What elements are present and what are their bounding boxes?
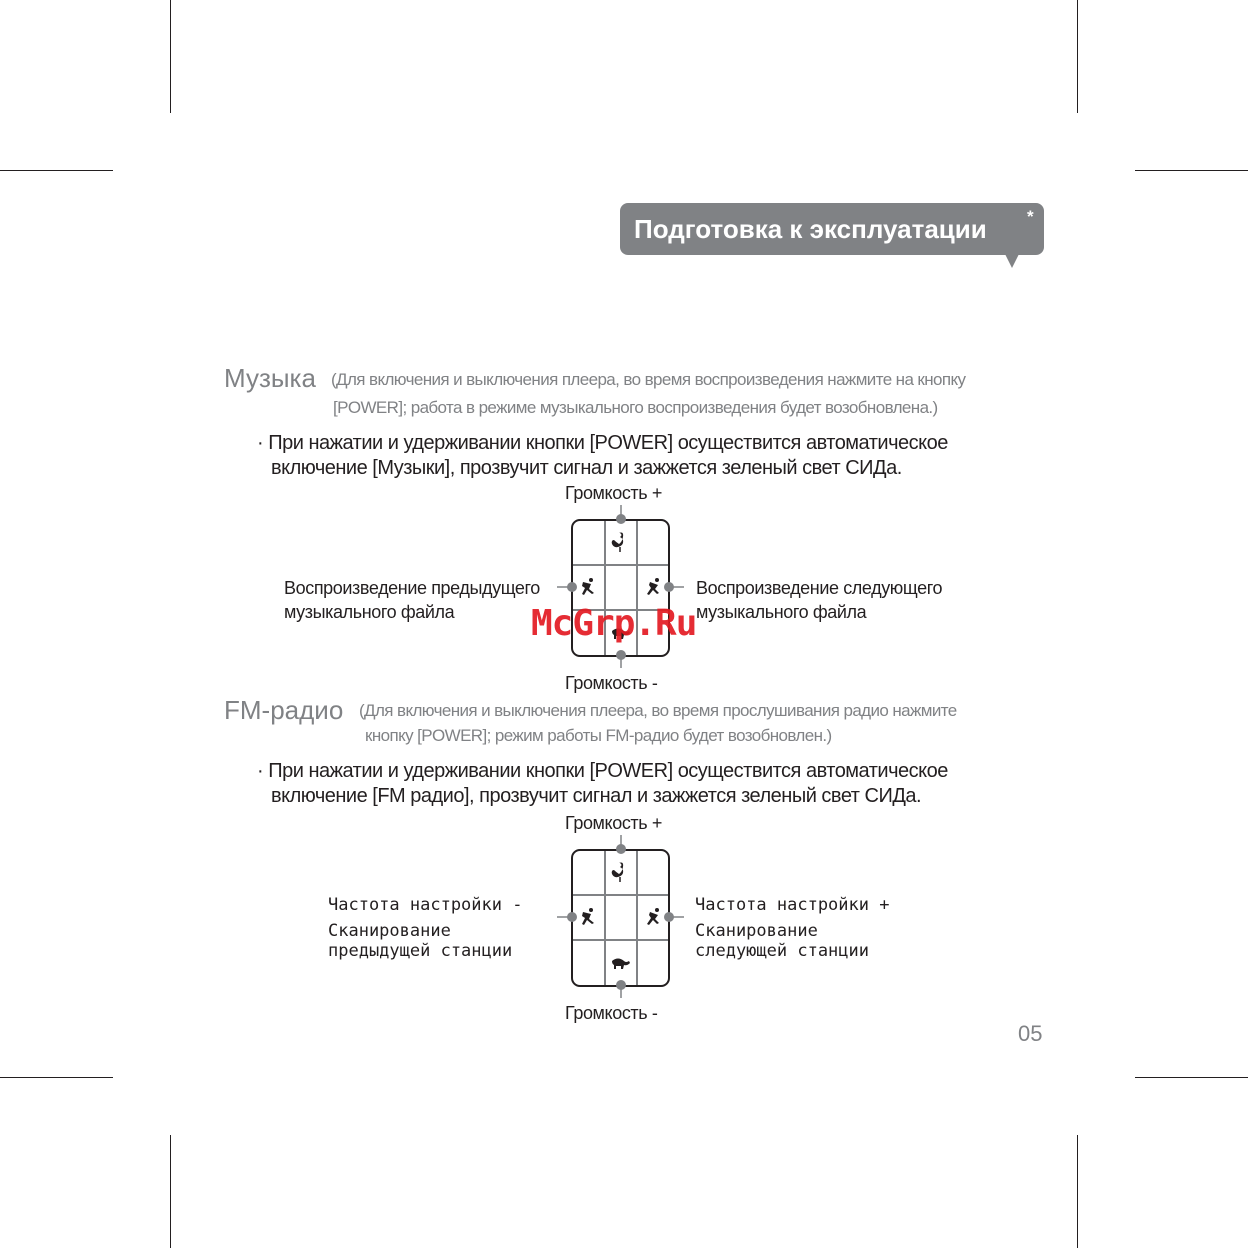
page-number: 05 bbox=[1018, 1021, 1043, 1046]
header-badge-tail bbox=[1004, 252, 1020, 268]
crop-mark bbox=[1077, 1135, 1078, 1248]
watermark-logo: McGrp.Ru bbox=[531, 603, 697, 644]
radio-tune-up-line2: Сканирование bbox=[695, 921, 818, 941]
crop-mark bbox=[0, 1077, 113, 1078]
volume-down-callout-dot bbox=[616, 650, 626, 660]
radio-tune-up-line1: Частота настройки + bbox=[695, 895, 890, 915]
crop-mark bbox=[1135, 170, 1248, 171]
music-section-title: Музыка bbox=[224, 363, 316, 393]
volume-down-callout-dot bbox=[616, 980, 626, 990]
music-prev-label-line2: музыкального файла bbox=[284, 602, 455, 622]
radio-volume-down-label: Громкость - bbox=[565, 1003, 658, 1023]
crop-mark bbox=[1077, 0, 1078, 113]
radio-bullet-line2: включение [FM радио], прозвучит сигнал и зажжется зеленый свет СИДа. bbox=[271, 785, 922, 807]
radio-note-line1: (Для включения и выключения плеера, во время прослушивания радио нажмите bbox=[359, 701, 957, 720]
music-note-line1: (Для включения и выключения плеера, во время воспроизведения нажмите на кнопку bbox=[331, 370, 966, 389]
page-title: Подготовка к эксплуатации bbox=[634, 214, 987, 244]
crop-mark bbox=[170, 1135, 171, 1248]
volume-up-callout-dot bbox=[616, 514, 626, 524]
radio-section-title: FM-радио bbox=[224, 695, 344, 725]
radio-control-pad bbox=[550, 830, 690, 1002]
radio-volume-up-label: Громкость + bbox=[565, 813, 662, 833]
music-note-line2: [POWER]; работа в режиме музыкального воспроизведения будет возобновлена.) bbox=[333, 398, 938, 417]
radio-bullet-line1: · При нажатии и удерживании кнопки [POWER] осуществится автоматическое bbox=[257, 760, 948, 782]
crop-mark bbox=[1135, 1077, 1248, 1078]
music-prev-label-line1: Воспроизведение предыдущего bbox=[284, 578, 540, 598]
radio-tune-down-line3: предыдущей станции bbox=[328, 941, 513, 961]
tune-down-callout-dot bbox=[567, 912, 577, 922]
music-bullet-line1: · При нажатии и удерживании кнопки [POWER] осуществится автоматическое bbox=[257, 432, 948, 454]
radio-tune-down-line2: Сканирование bbox=[328, 921, 451, 941]
radio-tune-down-line1: Частота настройки - bbox=[328, 895, 523, 915]
music-volume-up-label: Громкость + bbox=[565, 483, 662, 503]
radio-note-line2: кнопку [POWER]; режим работы FM-радио будет возобновлен.) bbox=[365, 726, 832, 745]
prev-callout-dot bbox=[567, 582, 577, 592]
next-callout-dot bbox=[664, 582, 674, 592]
music-next-label-line2: музыкального файла bbox=[696, 602, 867, 622]
page-title-footnote-mark: * bbox=[1027, 207, 1034, 226]
music-bullet-line2: включение [Музыки], прозвучит сигнал и зажжется зеленый свет СИДа. bbox=[271, 457, 902, 479]
music-next-label-line1: Воспроизведение следующего bbox=[696, 578, 943, 598]
crop-mark bbox=[0, 170, 113, 171]
radio-tune-up-line3: следующей станции bbox=[695, 941, 869, 961]
music-volume-down-label: Громкость - bbox=[565, 673, 658, 693]
music-control-pad bbox=[550, 500, 690, 672]
tune-up-callout-dot bbox=[664, 912, 674, 922]
volume-up-callout-dot bbox=[616, 844, 626, 854]
crop-mark bbox=[170, 0, 171, 113]
